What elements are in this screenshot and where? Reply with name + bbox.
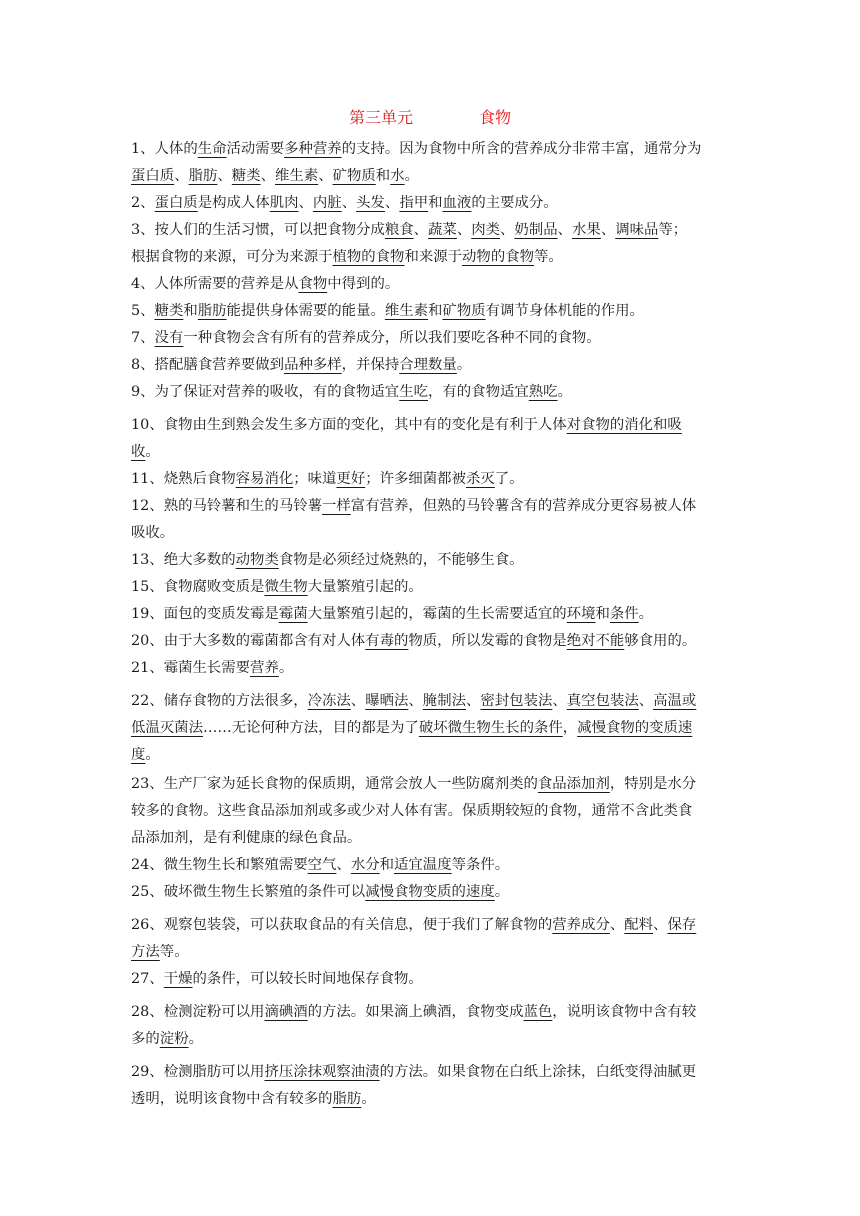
text-line — [131, 879, 731, 906]
answer-blank: 矿物质 — [442, 303, 486, 319]
text-line — [131, 771, 731, 798]
line-text: 、 — [638, 693, 654, 709]
answer-blank: 生吃 — [399, 384, 428, 400]
text-line — [131, 1059, 731, 1086]
line-text: 等。 — [159, 944, 189, 960]
answer-blank: 动物的食物 — [462, 249, 534, 265]
line-text: 物质，所以发霉的食物是 — [408, 633, 567, 649]
line-text: ，有的食物适宜 — [428, 384, 529, 400]
answer-blank: 配料 — [624, 917, 654, 933]
answer-blank: 蓝色 — [523, 1004, 553, 1020]
line-text: ，特别是水分 — [609, 776, 697, 792]
text-line — [131, 1026, 731, 1053]
line-text: 的条件，可以较长时间地保存食物。 — [192, 971, 423, 987]
answer-blank: 肌肉 — [269, 195, 299, 211]
answer-blank: 腌制法 — [422, 693, 466, 709]
answer-blank: 密封包装法 — [480, 693, 553, 709]
answer-blank: 环境 — [566, 606, 596, 622]
line-text: 。 — [145, 444, 160, 460]
answer-blank: 对食物的消化和吸 — [566, 417, 682, 433]
answer-blank: 动物类 — [235, 552, 279, 568]
line-text: 、 — [456, 222, 472, 238]
text-line — [131, 715, 731, 742]
answer-blank: 内脏 — [312, 195, 342, 211]
line-text: 。 — [145, 747, 160, 763]
line-text: 、 — [260, 168, 275, 184]
text-line — [131, 412, 731, 439]
answer-blank: 有毒的 — [365, 633, 409, 649]
line-text: 1、人体的 — [131, 141, 198, 157]
line-text: 、 — [336, 857, 351, 873]
answer-blank: 微生物 — [264, 579, 308, 595]
answer-blank: 收 — [131, 444, 146, 460]
line-text: ；许多细菌都被 — [365, 471, 466, 487]
answer-blank: 品种多样 — [284, 357, 342, 373]
answer-blank: 糖类 — [154, 303, 184, 319]
text-line — [131, 912, 731, 939]
line-text: ，说明该食物中含有较 — [552, 1004, 697, 1020]
answer-blank: 维生素 — [384, 303, 429, 319]
answer-blank: 头发 — [356, 195, 385, 211]
line-text: 21、霉菌生长需要 — [131, 660, 251, 676]
text-line — [131, 190, 731, 217]
answer-blank: 低温灭菌法 — [131, 720, 203, 736]
line-text: 、 — [600, 222, 616, 238]
answer-blank: 蔬菜 — [428, 222, 457, 238]
text-line — [131, 574, 731, 601]
answer-blank: 方法 — [131, 944, 160, 960]
answer-blank: 脂肪 — [188, 168, 218, 184]
line-text: 。 — [278, 660, 294, 676]
line-text: 。 — [557, 384, 572, 400]
line-text: 。 — [188, 1031, 203, 1047]
answer-blank: 水分 — [350, 857, 380, 873]
text-line — [131, 298, 731, 325]
line-text: 较多的食物。这些食品添加剂或多或少对人体有害。保质期较短的食物，通常不含此类食 — [131, 803, 693, 819]
line-text: 根据食物的来源，可分为来源于 — [131, 249, 333, 265]
answer-blank: 肉类 — [471, 222, 501, 238]
line-text: 22、储存食物的方法很多， — [131, 693, 308, 709]
line-text: 富有营养，但熟的马铃薯含有的营养成分更容易被人体 — [350, 498, 697, 514]
line-text: 。 — [456, 357, 472, 373]
answer-blank: 杀灭 — [465, 471, 495, 487]
text-line — [131, 939, 731, 966]
line-text: 10、食物由生到熟会发生多方面的变化，其中有的变化是有利于人体 — [131, 417, 567, 433]
line-text: 等条件。 — [451, 857, 510, 873]
answer-blank: 熟吃 — [528, 384, 558, 400]
answer-blank: 植物的食物 — [332, 249, 405, 265]
answer-blank: 蛋白质 — [131, 168, 175, 184]
answer-blank: 空气 — [307, 857, 337, 873]
text-line — [131, 966, 731, 993]
line-text: 多的 — [131, 1031, 160, 1047]
line-text: 和 — [375, 168, 391, 184]
line-text: 、 — [609, 917, 625, 933]
answer-blank: 破坏微生物生长的条件 — [418, 720, 563, 736]
line-text: 、 — [174, 168, 189, 184]
text-line — [131, 825, 731, 852]
line-text: 中得到的。 — [327, 276, 400, 292]
line-text: 的方法。如果食物在白纸上涂抹，白纸变得油腻更 — [379, 1064, 697, 1080]
line-text: 活动需要 — [226, 141, 285, 157]
line-text: 11、烧熟后食物 — [131, 471, 236, 487]
text-line — [131, 163, 731, 190]
line-text: ；味道 — [293, 471, 337, 487]
answer-blank: 调味品 — [615, 222, 659, 238]
text-line — [131, 466, 731, 493]
answer-blank: 绝对不能 — [566, 633, 625, 649]
line-text: 、 — [413, 222, 429, 238]
line-text: 8、搭配膳食营养要做到 — [131, 357, 285, 373]
answer-blank: 淀粉 — [159, 1031, 189, 1047]
line-text: 7、 — [131, 330, 155, 346]
answer-blank: 矿物质 — [332, 168, 376, 184]
answer-blank: 奶制品 — [514, 222, 558, 238]
text-line — [131, 271, 731, 298]
unit-title: 第三单元 — [348, 108, 413, 127]
line-text: 等； — [658, 222, 688, 238]
text-line — [131, 547, 731, 574]
line-text: 等。 — [534, 249, 563, 265]
line-text: 和来源于 — [404, 249, 463, 265]
text-line — [131, 601, 731, 628]
answer-blank: 滴碘酒 — [264, 1004, 308, 1020]
answer-blank: 减慢食物变质的速度 — [365, 884, 495, 900]
answer-blank: 保存 — [667, 917, 697, 933]
line-text: 和 — [379, 857, 395, 873]
answer-blank: 水果 — [572, 222, 601, 238]
answer-blank: 挤压涂抹观察油渍 — [264, 1064, 380, 1080]
answer-blank: 容易消化 — [235, 471, 294, 487]
line-text: 和 — [428, 195, 443, 211]
line-text: 。 — [638, 606, 654, 622]
answer-blank: 冷冻法 — [307, 693, 351, 709]
text-line — [131, 439, 731, 466]
line-text: 的主要成分。 — [471, 195, 558, 211]
topic-title: 食物 — [479, 108, 512, 127]
text-line — [131, 628, 731, 655]
line-text: 25、破坏微生物生长繁殖的条件可以 — [131, 884, 366, 900]
line-text: 品添加剂，是有利健康的绿色食品。 — [131, 830, 362, 846]
answer-blank: 营养成分 — [552, 917, 610, 933]
line-text: 能提供身体需要的能量。 — [226, 303, 385, 319]
text-line — [131, 217, 731, 244]
answer-blank: 血液 — [442, 195, 472, 211]
line-text: 、 — [408, 693, 423, 709]
line-text: 23、生产厂家为延长食物的保质期，通常会放人一些防腐剂类的 — [131, 776, 538, 792]
line-text: 。 — [404, 168, 419, 184]
line-text: 和 — [428, 303, 443, 319]
line-text: ， — [562, 720, 578, 736]
line-text: 9、为了保证对营养的吸收，有的食物适宜 — [131, 384, 400, 400]
line-text: 。 — [361, 1091, 376, 1107]
line-text: 5、 — [131, 303, 155, 319]
answer-blank: 糖类 — [231, 168, 261, 184]
line-text: 、 — [465, 693, 481, 709]
line-text: 有调节身体机能的作用。 — [485, 303, 644, 319]
answer-blank: 一样 — [322, 498, 351, 514]
text-line — [131, 352, 731, 379]
answer-blank: 食物 — [298, 276, 328, 292]
answer-blank: 度 — [131, 747, 146, 763]
line-text: 的方法。如果滴上碘酒，食物变成 — [307, 1004, 524, 1020]
line-text: 和 — [595, 606, 610, 622]
line-text: 、 — [653, 917, 668, 933]
line-text: 的支持。因为食物中所含的营养成分非常丰富，通常分为 — [341, 141, 702, 157]
text-line — [131, 655, 731, 682]
answer-blank: 更好 — [336, 471, 366, 487]
line-text: 2、 — [131, 195, 155, 211]
line-text: 了。 — [494, 471, 524, 487]
answer-blank: 生命 — [197, 141, 227, 157]
line-text: 大量繁殖引起的。 — [307, 579, 423, 595]
line-text: 够食用的。 — [624, 633, 697, 649]
line-text: 吸收。 — [131, 525, 175, 541]
text-line — [131, 379, 731, 406]
text-line — [131, 999, 731, 1026]
line-text: 、 — [500, 222, 515, 238]
text-line — [131, 520, 731, 547]
line-text: 29、检测脂肪可以用 — [131, 1064, 265, 1080]
text-line — [131, 742, 731, 769]
answer-blank: 水 — [390, 168, 405, 184]
answer-blank: 没有 — [154, 330, 184, 346]
answer-blank: 脂肪 — [197, 303, 227, 319]
text-line — [131, 1086, 731, 1113]
answer-blank: 粮食 — [384, 222, 414, 238]
line-text: 3、按人们的生活习惯，可以把食物分成 — [131, 222, 385, 238]
answer-blank: 真空包装法 — [566, 693, 639, 709]
line-text: 15、食物腐败变质是 — [131, 579, 265, 595]
answer-blank: 条件 — [609, 606, 639, 622]
text-line — [131, 325, 731, 352]
answer-blank: 营养 — [250, 660, 279, 676]
text-line — [131, 688, 731, 715]
answer-blank: 多种营养 — [284, 141, 342, 157]
line-text: ……无论何种方法，目的都是为了 — [202, 720, 419, 736]
line-text: ，并保持 — [341, 357, 400, 373]
line-text: 20、由于大多数的霉菌都含有对人体 — [131, 633, 366, 649]
answer-blank: 维生素 — [275, 168, 319, 184]
line-text: 、 — [552, 693, 567, 709]
text-line — [131, 244, 731, 271]
line-text: 是构成人体 — [197, 195, 270, 211]
text-line — [131, 852, 731, 879]
answer-blank: 合理数量 — [399, 357, 457, 373]
line-text: 19、面包的变质发霉是 — [131, 606, 279, 622]
line-text: 28、检测淀粉可以用 — [131, 1004, 265, 1020]
line-text: 、 — [350, 693, 366, 709]
answer-blank: 高温或 — [653, 693, 697, 709]
line-text: 27、 — [131, 971, 164, 987]
line-text: 透明，说明该食物中含有较多的 — [131, 1091, 333, 1107]
line-text: 一种食物会含有所有的营养成分，所以我们要吃各种不同的食物。 — [183, 330, 601, 346]
line-text: 食物是必须经过烧熟的，不能够生食。 — [278, 552, 524, 568]
text-line — [131, 493, 731, 520]
answer-blank: 脂肪 — [332, 1091, 362, 1107]
line-text: 、 — [557, 222, 573, 238]
line-text: 、 — [217, 168, 232, 184]
line-text: 26、观察包装袋，可以获取食品的有关信息，便于我们了解食物的 — [131, 917, 553, 933]
answer-blank: 食品添加剂 — [537, 776, 610, 792]
line-text: 大量繁殖引起的，霉菌的生长需要适宜的 — [307, 606, 567, 622]
answer-blank: 指甲 — [399, 195, 429, 211]
line-text: 、 — [341, 195, 357, 211]
line-text: 和 — [183, 303, 198, 319]
line-text: 、 — [298, 195, 313, 211]
line-text: 12、熟的马铃薯和生的马铃薯 — [131, 498, 322, 514]
answer-blank: 减慢食物的变质速 — [577, 720, 693, 736]
answer-blank: 适宜温度 — [394, 857, 452, 873]
text-line — [131, 136, 731, 163]
line-text: 。 — [494, 884, 510, 900]
answer-blank: 蛋白质 — [154, 195, 198, 211]
answer-blank: 霉菌 — [278, 606, 308, 622]
line-text: 4、人体所需要的营养是从 — [131, 276, 299, 292]
page-title — [0, 104, 860, 132]
line-text: 13、绝大多数的 — [131, 552, 236, 568]
answer-blank: 曝晒法 — [365, 693, 409, 709]
answer-blank: 干燥 — [163, 971, 193, 987]
line-text: 、 — [318, 168, 333, 184]
line-text: 、 — [384, 195, 400, 211]
line-text: 24、微生物生长和繁殖需要 — [131, 857, 308, 873]
text-line — [131, 798, 731, 825]
